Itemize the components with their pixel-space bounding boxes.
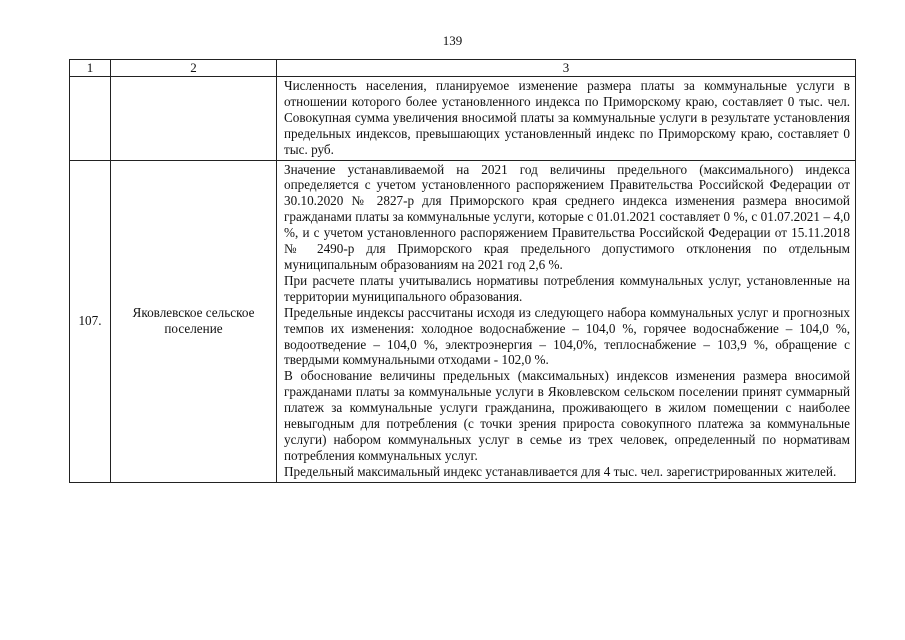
row-name-cell-empty — [111, 77, 277, 161]
continued-paragraph: Численность населения, планируемое изменение размера платы за коммунальные услуги в отношении которого более установленного индекса по Приморскому краю, составляет 0 тыс. чел. Совокупная сумма увеличения вносимой платы за коммунальные услуги в результате установления предельных индексов, превышающих установленный индекс по Приморскому краю, составляет 0 тыс. руб. — [284, 78, 850, 157]
paragraph-services-set: Предельные индексы рассчитаны исходя из следующего набора коммунальных услуг и прогнозных темпов их изменения: холодное водоснабжение – 104,0 %, горячее водоснабжение – 104,0 %, водоотведение – 104,0 %, электроэнергия – 104,0%, теплоснабжение – 103,9 %, обращение с твердыми коммунальными отходами - 102,0 %. — [284, 304, 850, 368]
row-number-cell-empty — [70, 77, 111, 161]
table-row-107 — [70, 160, 856, 482]
row-description-cell — [277, 160, 856, 482]
header-cell-1: 1 — [70, 60, 111, 77]
paragraph-population: Предельный максимальный индекс устанавливается для 4 тыс. чел. зарегистрированных жителей. — [284, 463, 837, 479]
header-cell-3: 3 — [277, 60, 856, 77]
paragraph-justification: В обоснование величины предельных (максимальных) индексов изменения размера вносимой гражданами платы за коммунальные услуги в Яковлевском сельском поселении принят суммарный платеж за коммунальные услуги гражданина, проживающего в жилом помещении с наиболее невыгодным для потребления (с точки зрения прироста совокупного платежа за коммунальные услуги) набором коммунальных услуг в семье из трех человек, определенный по нормативам потребления коммунальных услуг. — [284, 368, 850, 463]
header-cell-2: 2 — [111, 60, 277, 77]
table-row-continued — [70, 77, 856, 161]
indices-table — [69, 59, 856, 483]
row-number-cell: 107. — [70, 160, 111, 482]
row-description-cell — [277, 77, 856, 161]
paragraph-index-value: Значение устанавливаемой на 2021 год величины предельного (максимального) индекса определяется с учетом установленного распоряжением Правительства Российской Федерации от 30.10.2020 № 2827-р для Приморского края среднего индекса изменения размера вносимой гражданами платы за коммунальные услуги, которые с 01.01.2021 составляет 0 %, с 01.07.2021 – 4,0 %, и с учетом установленного распоряжением Правительства Российской Федерации от 15.11.2018 № 2490-р для Приморского края предельного допустимого отклонения по отдельным муниципальным образованиям на 2021 год 2,6 %. — [284, 161, 850, 272]
table-header-row — [70, 60, 856, 77]
paragraph-consumption-norms: При расчете платы учитывались нормативы потребления коммунальных услуг, установленные на территории муниципального образования. — [284, 272, 850, 304]
page-number: 139 — [442, 33, 463, 48]
municipality-name-cell: Яковлевское сельское поселение — [111, 160, 277, 482]
